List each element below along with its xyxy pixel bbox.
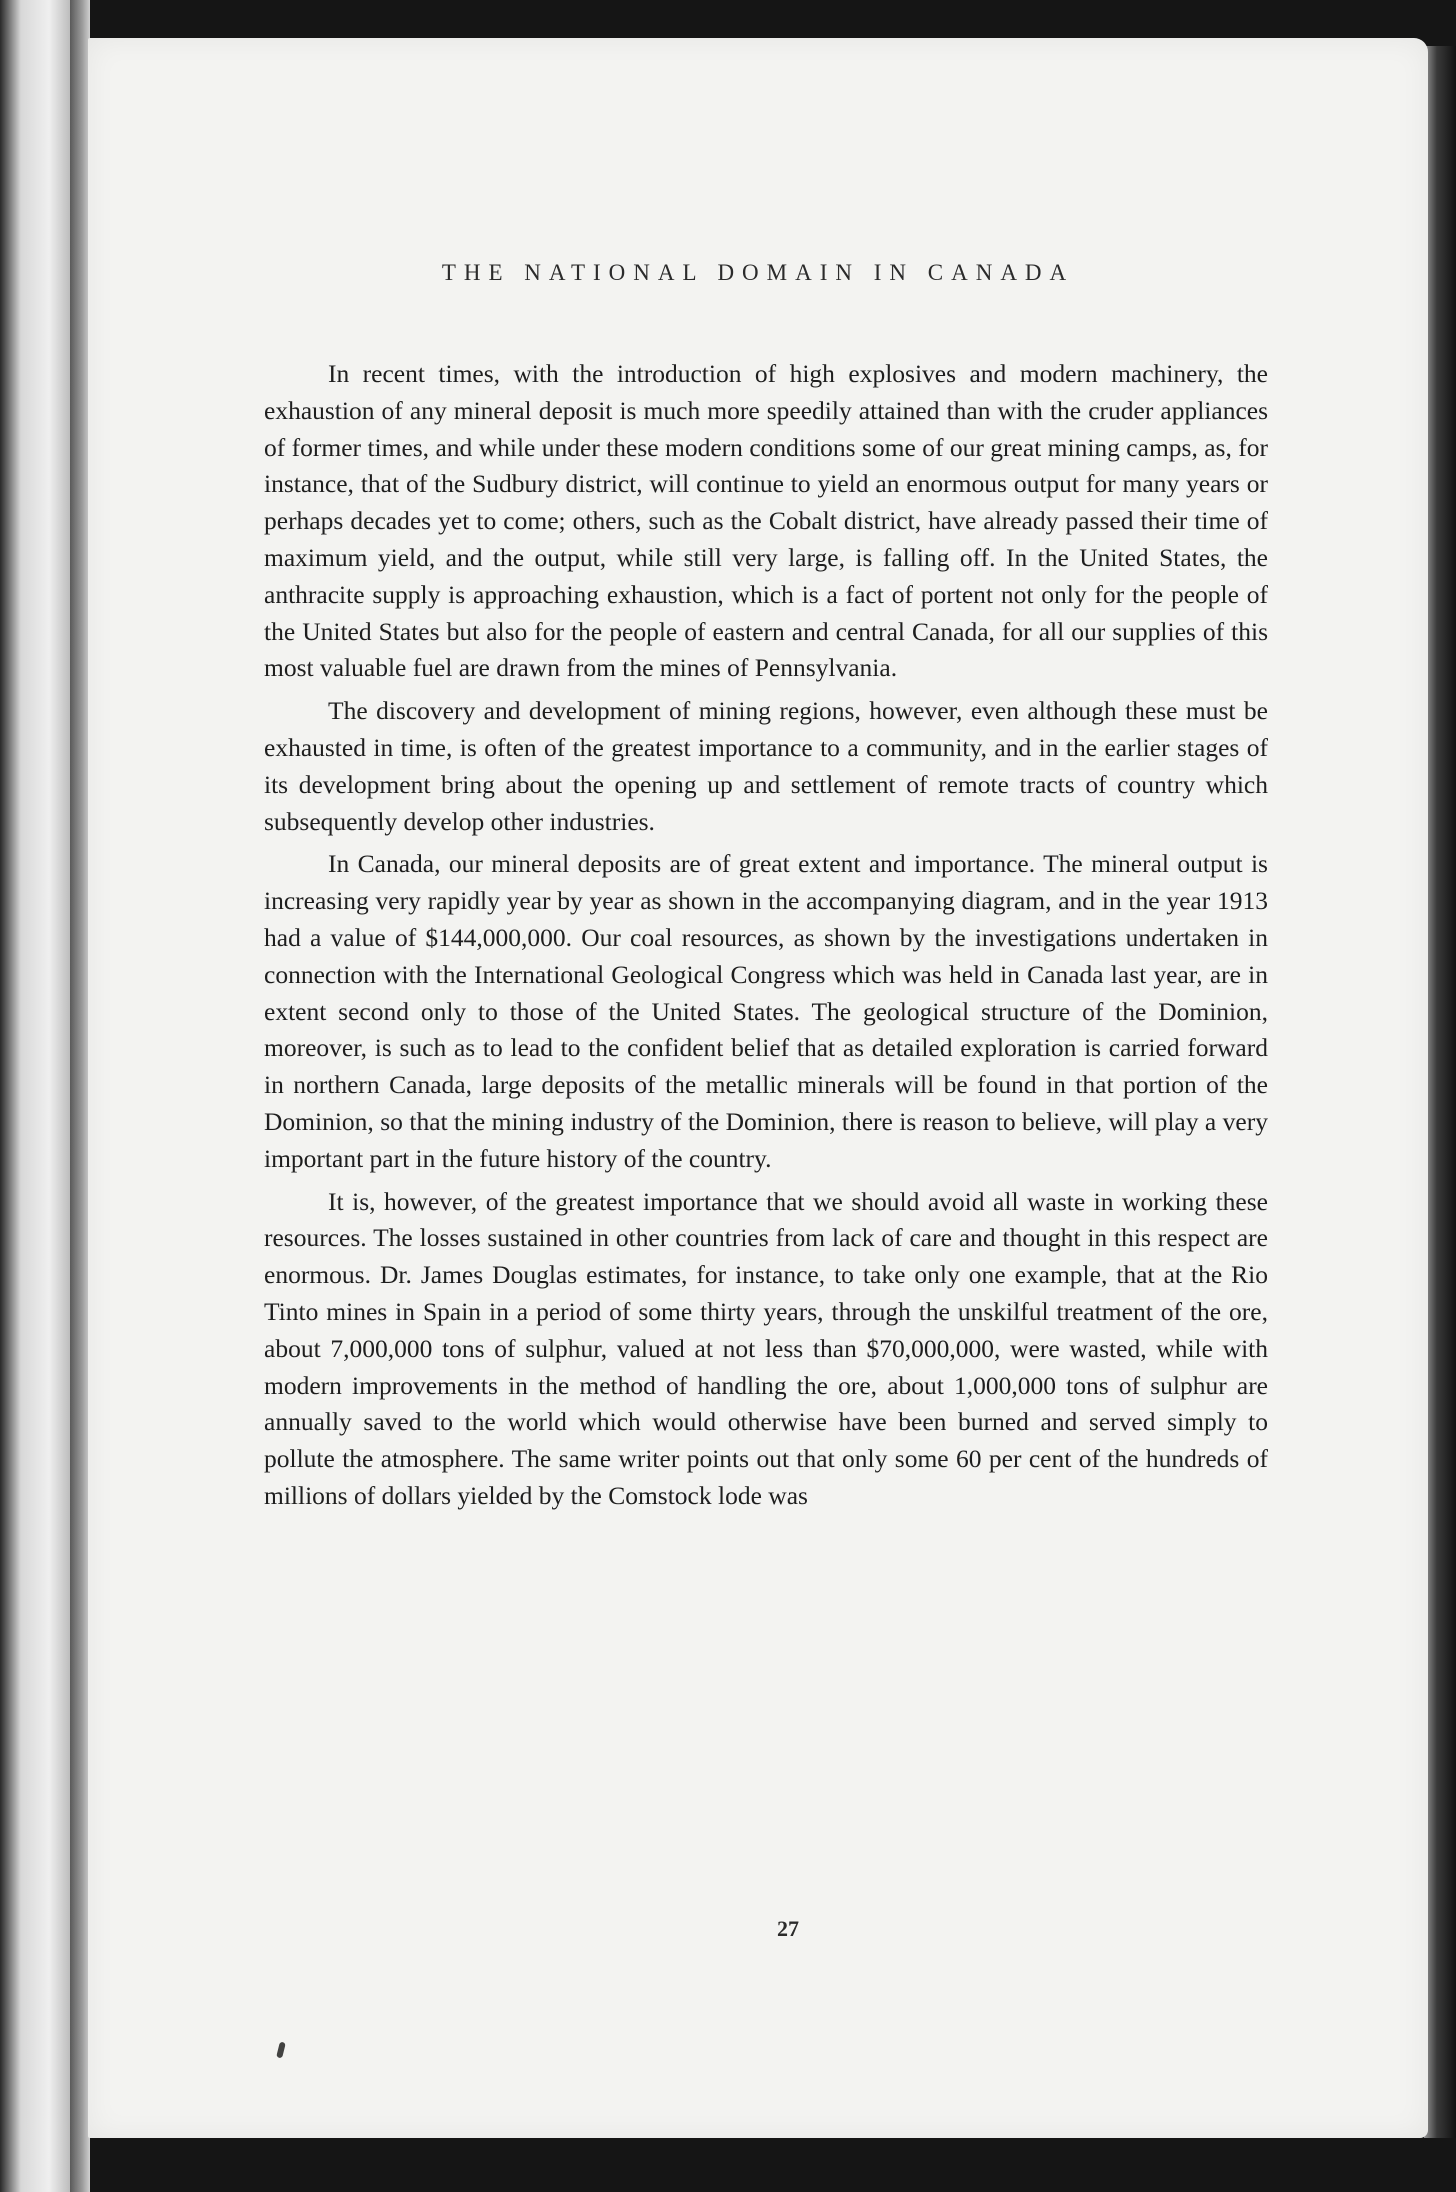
paragraph-4: It is, however, of the greatest importance that we should avoid all waste in working these resources. The losses sustained in other countries from lack of care and thought in this respect are enormous. Dr. James Douglas estimates, for instance, to take only one example, that at the Rio Tinto mines in Spain in a period of some thirty years, through the unskilful treatment of the ore, about 7,000,000 tons of sulphur, valued at not less than $70,000,000, were wasted, while with modern improvements in the method of handling the ore, about 1,000,000 tons of sulphur are annually saved to the world which would otherwise have been burned and served simply to pollute the atmosphere. The same writer points out that only some 60 per cent of the hundreds of millions of dollars yielded by the Comstock lode was bbox=[264, 1186, 1268, 1510]
paragraph-2: The discovery and development of mining regions, however, even although these must be exhausted in time, is often of the greatest importance to a community, and in the earlier stages of its development bring about the opening up and settlement of remote tracts of country which subsequently develop other industries. bbox=[264, 696, 1268, 836]
page-number: 27 bbox=[777, 1916, 799, 1941]
page-right-edge bbox=[1424, 46, 1456, 2138]
running-head: THE NATIONAL DOMAIN IN CANADA bbox=[441, 260, 1075, 285]
book-page bbox=[88, 38, 1428, 2138]
paragraph-1: In recent times, with the introduction of high explosives and modern machinery, the exhaustion of any mineral deposit is much more speedily attained than with the cruder appliances of former times, and while under these modern conditions some of our great mining camps, as, for instance, that of the Sudbury district, will continue to yield an enormous output for many years or perhaps decades yet to come; others, such as the Cobalt district, have already passed their time of maximum yield, and the output, while still very large, is falling off. In the United States, the anthracite supply is approaching exhaustion, which is a fact of portent not only for the people of the United States but also for the people of eastern and central Canada, for all our supplies of this most valuable fuel are drawn from the mines of Pennsylvania. bbox=[264, 359, 1268, 683]
body-text bbox=[264, 356, 1268, 1521]
left-page-edge bbox=[0, 0, 70, 2192]
gutter-shadow bbox=[70, 0, 90, 2192]
paragraph-3: In Canada, our mineral deposits are of great extent and importance. The mineral output is increasing very rapidly year by year as shown in the accompanying diagram, and in the year 1913 had a value of $144,000,000. Our coal resources, as shown by the investigations undertaken in connection with the International Geological Congress which was held in Canada last year, are in extent second only to those of the United States. The geological structure of the Dominion, moreover, is such as to lead to the confident belief that as detailed exploration is carried forward in northern Canada, large deposits of the metallic minerals will be found in that portion of the Dominion, so that the mining industry of the Dominion, there is reason to believe, will play a very important part in the future history of the country. bbox=[264, 849, 1268, 1173]
